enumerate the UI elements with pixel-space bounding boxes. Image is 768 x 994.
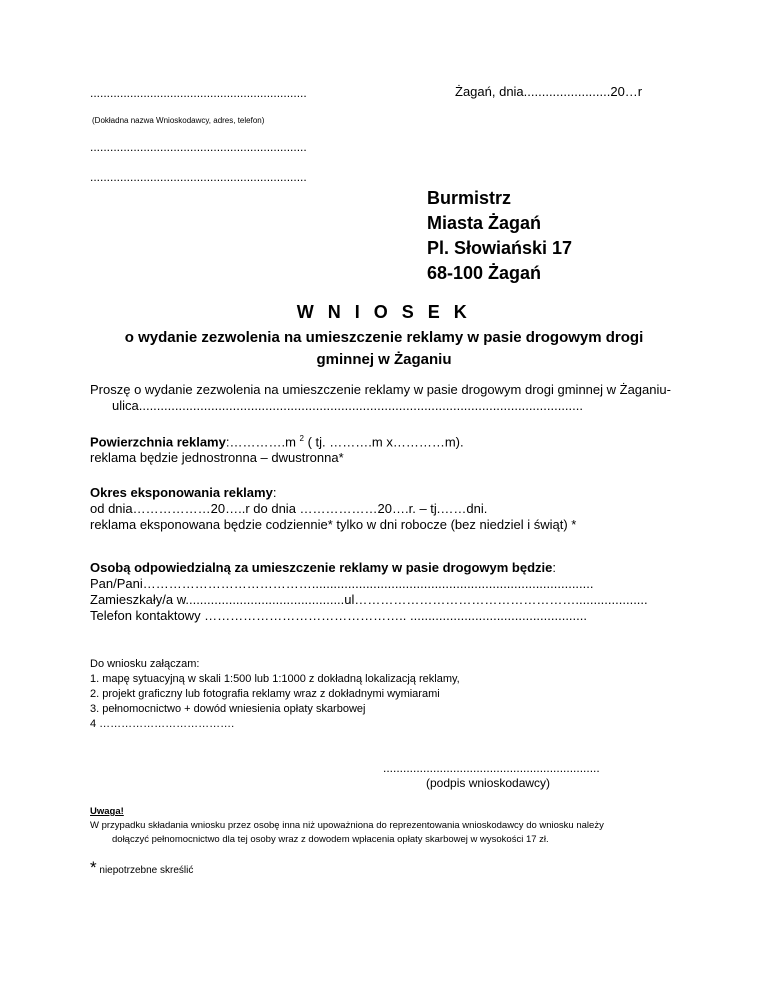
responsible-phone: Telefon kontaktowy ……………………………………….. ................................................. bbox=[90, 608, 587, 623]
responsible-label: Osobą odpowiedzialną za umieszczenie reklamy w pasie drogowym będzie bbox=[90, 560, 553, 575]
note-heading: Uwaga! bbox=[90, 806, 124, 817]
responsible-name: Pan/Pani………………………………….............................................................................. bbox=[90, 576, 594, 591]
footnote bbox=[90, 858, 193, 878]
period-dates: od dnia………………20…..r do dnia ………………20….r. – tj.……dni. bbox=[90, 501, 488, 516]
signature-dots: ................................................................. bbox=[383, 761, 600, 775]
document-title: W N I O S E K bbox=[296, 302, 472, 322]
responsible-section bbox=[90, 560, 648, 624]
attachment-item: 3. pełnomocnictwo + dowód wniesienia opłaty skarbowej bbox=[90, 703, 366, 715]
footnote-text: niepotrzebne skreślić bbox=[96, 865, 194, 876]
area-line bbox=[90, 431, 464, 450]
area-value: :………….m bbox=[225, 434, 296, 450]
place-date: Żagań, dnia........................20…r bbox=[455, 84, 643, 99]
attachments-heading: Do wniosku załączam: bbox=[90, 658, 200, 670]
addressee-line-3: Pl. Słowiański 17 bbox=[427, 238, 573, 258]
note-text-2: dołączyć pełnomocnictwo dla tej osoby wraz z dowodem wpłacenia opłaty skarbowej w wysokości 17 zł. bbox=[112, 834, 549, 845]
applicant-name-dots: ................................................................. bbox=[90, 86, 307, 100]
applicant-dots-line-3: ................................................................. bbox=[90, 170, 307, 184]
document-subtitle: o wydanie zezwolenia na umieszczenie reklamy w pasie drogowym drogi gminnej w Żaganiu bbox=[124, 329, 644, 368]
period-colon: : bbox=[272, 485, 277, 500]
period-label: Okres eksponowania reklamy bbox=[90, 485, 273, 500]
attachments-section bbox=[90, 657, 460, 732]
area-section bbox=[90, 431, 464, 466]
request-text: Proszę o wydanie zezwolenia na umieszczenie reklamy w pasie drogowym drogi gminnej w Żaganiu- bbox=[90, 382, 671, 397]
area-label: Powierzchnia reklamy bbox=[90, 434, 226, 450]
area-dimensions: ( tj. ……….m x…………m). bbox=[303, 434, 464, 450]
signature-label: (podpis wnioskodawcy) bbox=[426, 776, 551, 790]
area-exponent: 2 bbox=[299, 434, 304, 443]
request-paragraph bbox=[90, 382, 671, 414]
attachment-item: 1. mapę sytuacyjną w skali 1:500 lub 1:1000 z dokładną lokalizacją reklamy, bbox=[90, 673, 460, 685]
responsible-address: Zamieszkały/a w............................................ul…………………………………………….................... bbox=[90, 592, 648, 607]
addressee-line-4: 68-100 Żagań bbox=[427, 263, 542, 283]
responsible-heading bbox=[90, 560, 648, 576]
note-text-1: W przypadku składania wniosku przez osobę inna niż upoważniona do reprezentowania wnioskodawcy do wniosku należy bbox=[90, 820, 604, 831]
period-days: reklama eksponowana będzie codziennie* tylko w dni robocze (bez niedziel i świąt) * bbox=[90, 517, 577, 532]
period-section bbox=[90, 485, 576, 533]
period-heading bbox=[90, 485, 576, 501]
request-street: ulica........................................................................................................................... bbox=[112, 398, 583, 413]
footnote-star: * bbox=[90, 858, 97, 877]
attachment-item: 2. projekt graficzny lub fotografia reklamy wraz z dokładnymi wymiarami bbox=[90, 688, 440, 700]
addressee-line-1: Burmistrz bbox=[427, 188, 512, 208]
applicant-hint: (Dokładna nazwa Wnioskodawcy, adres, telefon) bbox=[92, 116, 265, 125]
note-section bbox=[90, 805, 604, 847]
applicant-dots-line-2: ................................................................. bbox=[90, 140, 307, 154]
addressee-line-2: Miasta Żagań bbox=[427, 213, 542, 233]
addressee-block bbox=[427, 186, 572, 286]
area-sides: reklama będzie jednostronna – dwustronna* bbox=[90, 450, 344, 466]
attachment-item: 4 ………………………………. bbox=[90, 718, 235, 730]
responsible-colon: : bbox=[552, 560, 556, 575]
